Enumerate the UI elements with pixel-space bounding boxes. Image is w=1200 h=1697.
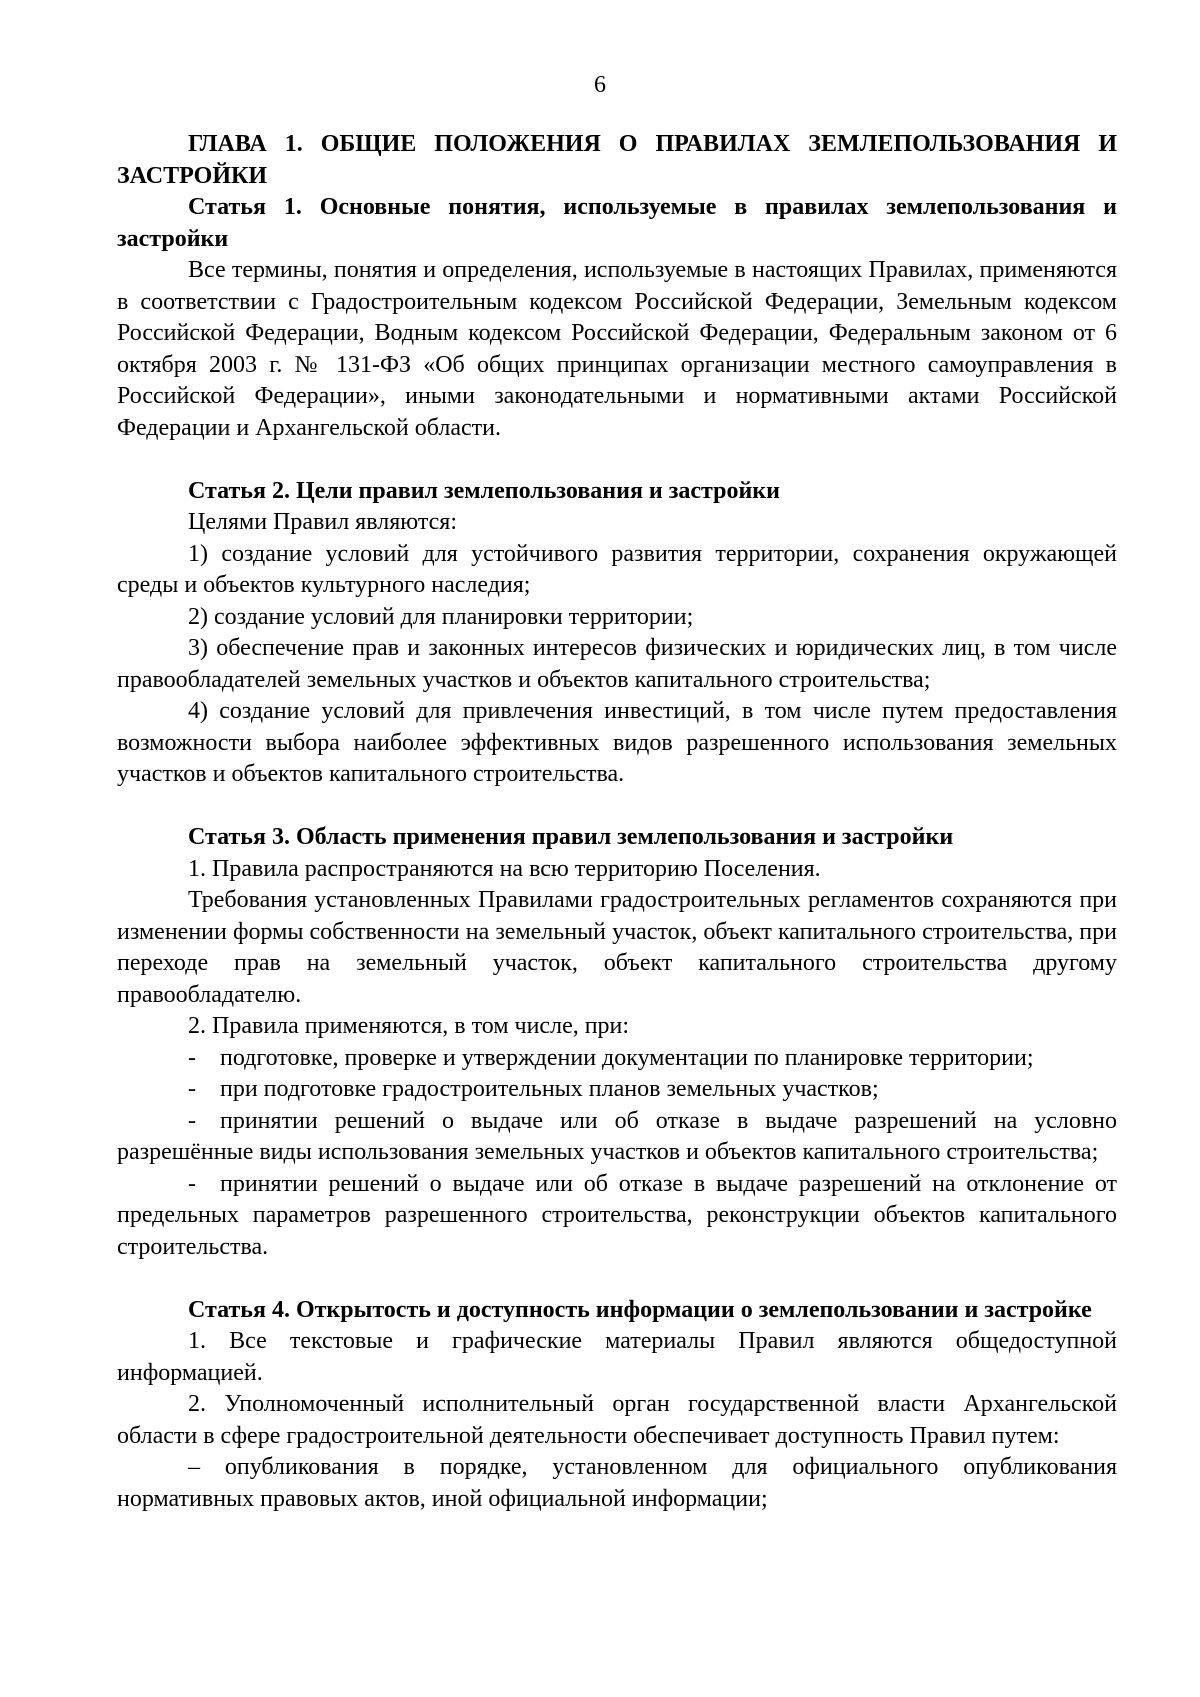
spacer [117,1263,1117,1295]
article-1-title: Статья 1. Основные понятия, используемые в правилах землепользования и застройки [117,194,1117,252]
spacer [117,791,1117,823]
article-3-title: Статья 3. Область применения правил землепользования и застройки [188,824,954,850]
article-2-title: Статья 2. Цели правил землепользования и застройки [188,477,780,504]
chapter-title: ГЛАВА 1. ОБЩИЕ ПОЛОЖЕНИЯ О ПРАВИЛАХ ЗЕМЛЕПОЛЬЗОВАНИЯ И ЗАСТРОЙКИ [117,131,1117,189]
article-4-paragraph-2: 2. Уполномоченный исполнительный орган государственной власти Архангельской области в сфере градостроительной деятельности обеспечивает доступность Правил путем: [117,1391,1117,1449]
article-2-item: 1) создание условий для устойчивого развития территории, сохранения окружающей среды и объектов культурного наследия; [117,540,1117,598]
article-2-item: 3) обеспечение прав и законных интересов физических и юридических лиц, в том числе правообладателей земельных участков и объектов капитального строительства; [117,635,1117,693]
article-3-list-item: - подготовке, проверке и утверждении документации по планировке территории; [188,1044,1034,1071]
article-3-paragraph-1: 1. Правила распространяются на всю территорию Поселения. [188,855,821,882]
article-4-title: Статья 4. Открытость и доступность информации о землепользовании и застройке [188,1296,1092,1323]
article-3-list-item: - принятии решений о выдаче или об отказе в выдаче разрешений на условно разрешённые виды использования земельных участков и объектов капитального строительства; [117,1107,1117,1165]
article-4-paragraph-3: – опубликования в порядке, установленном для официального опубликования нормативных правовых актов, иной официальной информации; [117,1454,1117,1512]
spacer [117,444,1117,476]
article-3-paragraph-3: 2. Правила применяются, в том числе, при: [188,1013,630,1039]
article-3-paragraph-2: Требования установленных Правилами градостроительных регламентов сохраняются при изменении формы собственности на земельный участок, объект капитального строительства, при переходе прав на земельный участок, объект капитального строительства другому правообладателю. [117,887,1117,1008]
article-3-list-item: - при подготовке градостроительных планов земельных участков; [188,1076,879,1102]
page-number: 6 [594,72,606,98]
article-4-paragraph-1: 1. Все текстовые и графические материалы Правил являются общедоступной информацией. [117,1328,1117,1386]
document-body [117,129,1117,1515]
article-3-list-item: - принятии решений о выдаче или об отказе в выдаче разрешений на отклонение от предельных параметров разрешенного строительства, реконструкции объектов капитального строительства. [117,1170,1117,1260]
article-2-item: 4) создание условий для привлечения инвестиций, в том числе путем предоставления возможности выбора наиболее эффективных видов разрешенного использования земельных участков и объектов капитального строительства. [117,698,1117,787]
article-2-item: 2) создание условий для планировки территории; [188,603,694,630]
article-1-text: Все термины, понятия и определения, используемые в настоящих Правилах, применяются в соответствии с Градостроительным кодексом Российской Федерации, Земельным кодексом Российской Федерации, Водным кодексом Российской Федерации, Федеральным законом от 6 октября 2003 г. № 131-ФЗ «Об общих принципах организации местного самоуправления в Российской Федерации», иными законодательными и нормативными актами Российской Федерации и Архангельской области. [117,257,1117,441]
article-2-intro: Целями Правил являются: [188,509,457,535]
